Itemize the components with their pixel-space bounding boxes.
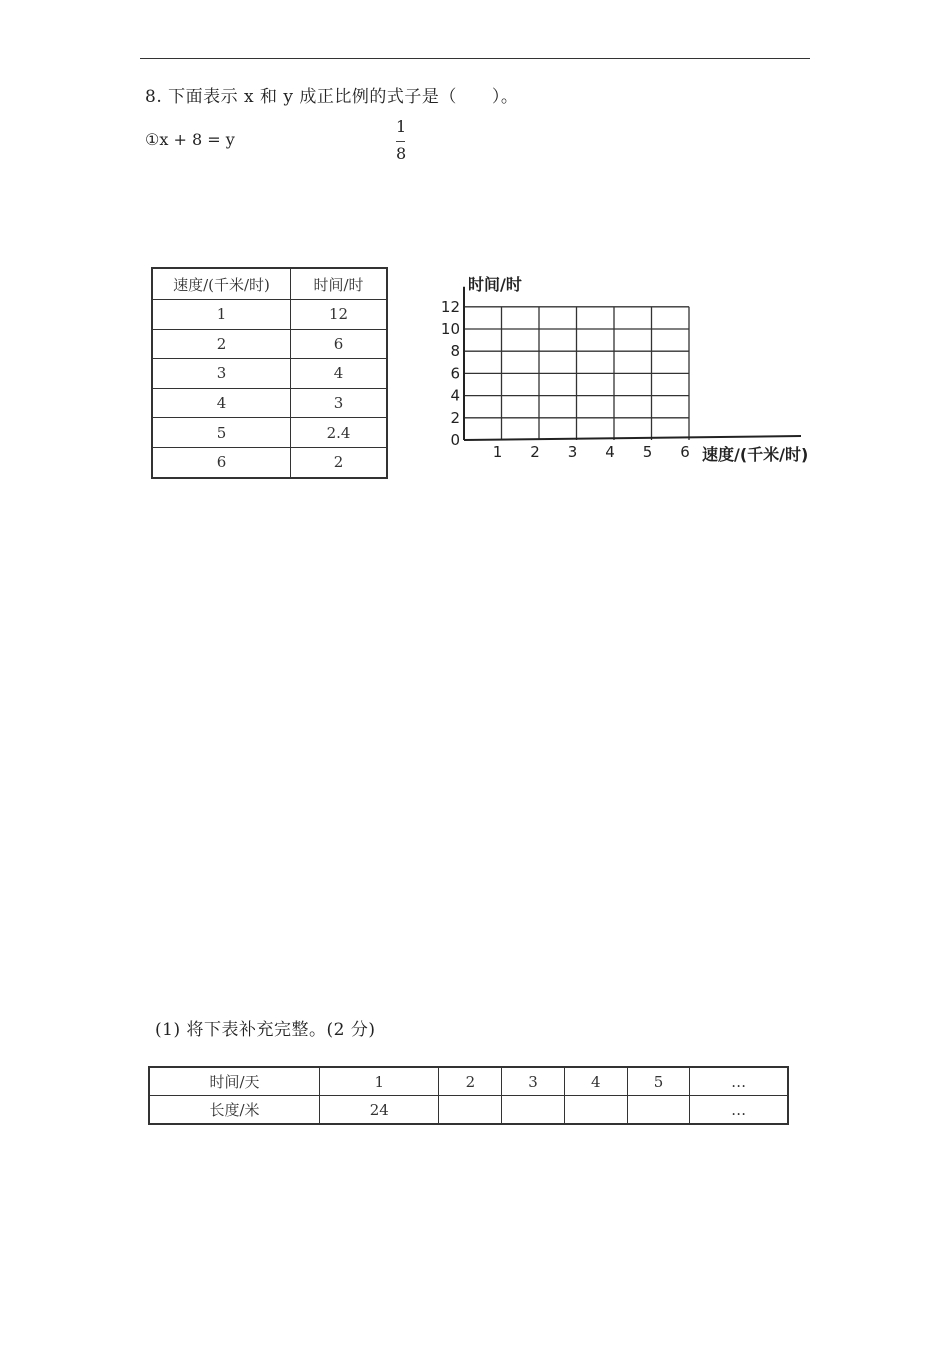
header-time: 时间/时	[291, 268, 388, 300]
table-cell: 2	[291, 447, 388, 477]
blank-grid-chart	[436, 268, 836, 468]
answer-blank-cell[interactable]	[439, 1096, 502, 1125]
table-row-length	[149, 1096, 788, 1125]
x-axis-label: 速度/(千米/时)	[702, 445, 809, 464]
table-cell: 6	[152, 447, 291, 477]
table-cell: 2	[439, 1067, 502, 1096]
x-tick-label: 1	[492, 443, 503, 461]
table-cell: 3	[502, 1067, 565, 1096]
table-cell: 1	[320, 1067, 439, 1096]
table-cell: 12	[291, 300, 388, 330]
table-row	[152, 329, 387, 359]
row-label-length: 长度/米	[149, 1096, 320, 1125]
answer-blank-cell[interactable]	[627, 1096, 690, 1125]
y-axis-label: 时间/时	[468, 275, 522, 294]
table-row	[152, 388, 387, 418]
table-cell: …	[690, 1067, 788, 1096]
y-tick-label: 0	[450, 431, 460, 449]
table-cell: 2	[152, 329, 291, 359]
answer-blank-cell[interactable]	[502, 1096, 565, 1125]
answer-blank-cell[interactable]	[564, 1096, 627, 1125]
part-1-instruction: (1) 将下表补充完整。(2 分)	[155, 1020, 376, 1040]
x-tick-label: 5	[642, 443, 653, 461]
y-tick-label: 10	[440, 320, 460, 338]
table-cell: 4	[291, 359, 388, 389]
x-tick-label: 2	[530, 443, 540, 461]
table-row	[152, 418, 387, 448]
table-row-time	[149, 1067, 788, 1096]
question-8-text: 8. 下面表示 x 和 y 成正比例的式子是（ ）。	[145, 87, 519, 107]
row-label-time: 时间/天	[149, 1067, 320, 1096]
table-header-row	[152, 268, 387, 300]
table-cell: 1	[152, 300, 291, 330]
table-cell: 3	[291, 388, 388, 418]
y-tick-label: 8	[450, 342, 460, 361]
table-cell: 24	[320, 1096, 439, 1125]
table-row	[152, 447, 387, 477]
header-speed: 速度/(千米/时)	[152, 268, 291, 300]
table-cell: 4	[564, 1067, 627, 1096]
table-row	[152, 300, 387, 330]
table-cell: 5	[627, 1067, 690, 1096]
length-time-table	[148, 1066, 789, 1125]
table-cell: 2.4	[291, 418, 388, 448]
table-cell: 3	[152, 359, 291, 389]
table-row	[152, 359, 387, 389]
x-tick-label: 3	[567, 443, 578, 461]
x-axis-line	[464, 436, 801, 440]
top-rule	[140, 58, 810, 59]
fraction-denominator: 8	[396, 144, 407, 163]
option-1: ①x + 8 = y	[145, 130, 235, 149]
y-tick-label: 12	[440, 297, 460, 316]
y-tick-label: 2	[450, 408, 460, 427]
fraction-bar	[396, 141, 405, 142]
table-cell: 4	[152, 388, 291, 418]
speed-time-table	[151, 267, 388, 479]
x-tick-label: 6	[680, 443, 690, 461]
x-tick-label: 4	[605, 443, 615, 461]
table-cell: 6	[291, 329, 388, 359]
y-tick-label: 4	[450, 386, 460, 405]
fraction-numerator: 1	[396, 117, 407, 136]
table-cell: …	[690, 1096, 788, 1125]
table-cell: 5	[152, 418, 291, 448]
y-tick-label: 6	[450, 364, 460, 383]
